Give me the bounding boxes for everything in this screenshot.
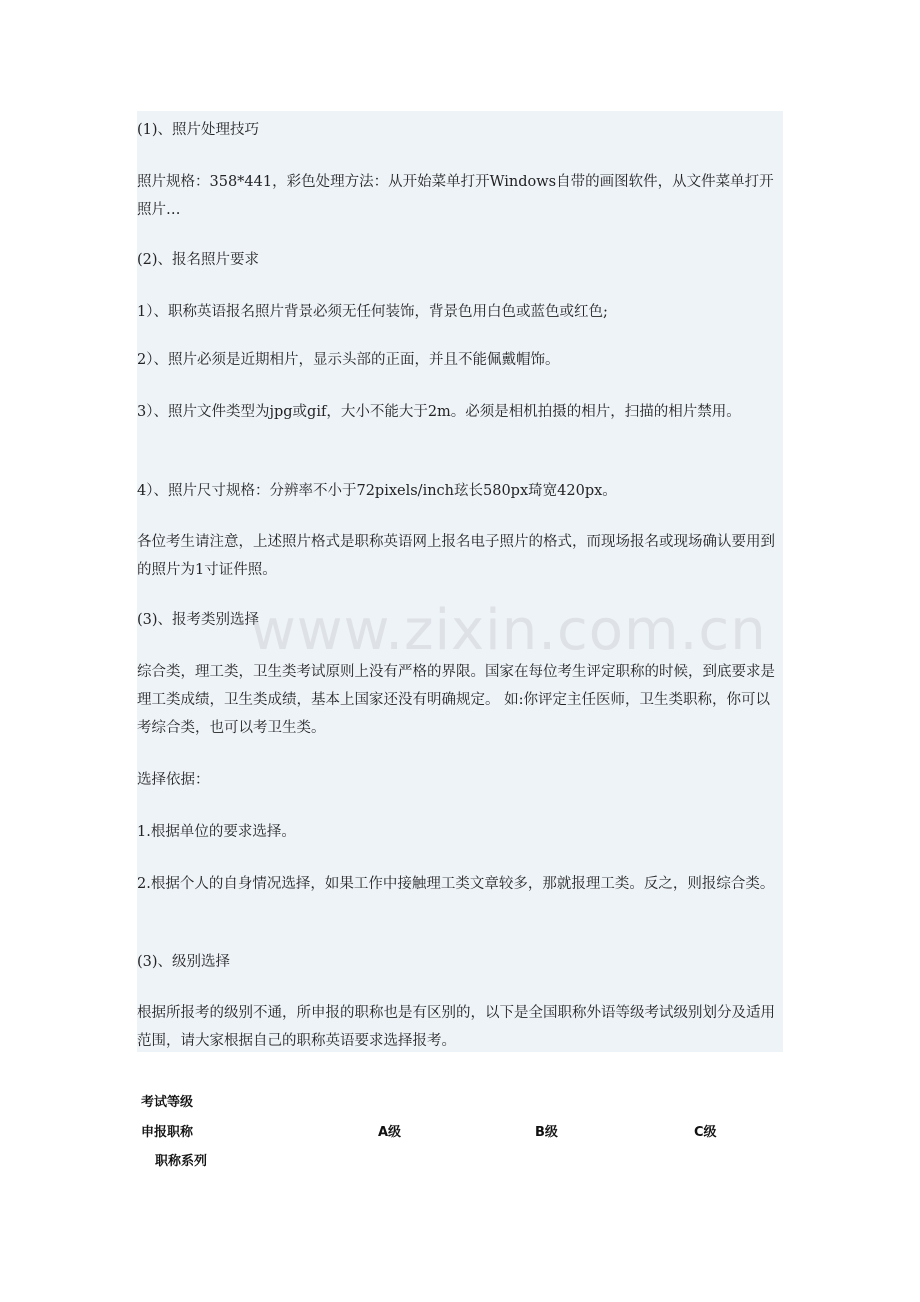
heading-level-selection: (3)、级别选择 (137, 954, 231, 970)
basis-item-2: 2.根据个人的自身情况选择，如果工作中接触理工类文章较多，那就报理工类。反之，则报综合类。 (137, 876, 775, 892)
category-paragraph: 综合类，理工类，卫生类考试原则上没有严格的界限。国家在每位考生评定职称的时候，到底要求是理工类成绩，卫生类成绩，基本上国家还没有明确规定。 如:你评定主任医师，卫生类职称，你可以考综合类，也可以考卫生类。 (137, 664, 775, 736)
level-paragraph: 根据所报考的级别不通，所申报的职称也是有区别的，以下是全国职称外语等级考试级别划分及适用范围，请大家根据自己的职称英语要求选择报考。 (137, 1005, 775, 1049)
table-row-header: 申报职称 (141, 1125, 194, 1140)
table-sub-header: 职称系列 (155, 1154, 208, 1169)
heading-category-selection: (3)、报考类别选择 (137, 612, 260, 628)
table-col-a: A级 (378, 1125, 402, 1140)
table-caption: 考试等级 (141, 1095, 194, 1110)
basis-item-1: 1.根据单位的要求选择。 (137, 824, 296, 840)
notice-paragraph: 各位考生请注意，上述照片格式是职称英语网上报名电子照片的格式，而现场报名或现场确认要用到的照片为1寸证件照。 (137, 534, 775, 578)
watermark: www.zixin.com.cn (250, 598, 767, 663)
table-col-c: C级 (694, 1125, 717, 1140)
requirement-3: 3）、照片文件类型为jpg或gif，大小不能大于2m。必须是相机拍摄的相片，扫描的相片禁用。 (137, 404, 741, 420)
requirement-1: 1）、职称英语报名照片背景必须无任何装饰，背景色用白色或蓝色或红色; (137, 304, 608, 320)
requirement-4: 4）、照片尺寸规格：分辨率不小于72pixels/inch玹长580px琦宽420px。 (137, 483, 617, 499)
photo-spec-paragraph: 照片规格：358*441，彩色处理方法：从开始菜单打开Windows自带的画图软件，从文件菜单打开照片… (137, 174, 774, 218)
heading-photo-requirements: (2)、报名照片要求 (137, 252, 260, 268)
heading-photo-tips: (1)、照片处理技巧 (137, 122, 260, 138)
table-col-b: B级 (535, 1125, 558, 1140)
selection-basis-label: 选择依据： (137, 772, 210, 788)
requirement-2: 2）、照片必须是近期相片，显示头部的正面，并且不能佩戴帽饰。 (137, 352, 560, 368)
